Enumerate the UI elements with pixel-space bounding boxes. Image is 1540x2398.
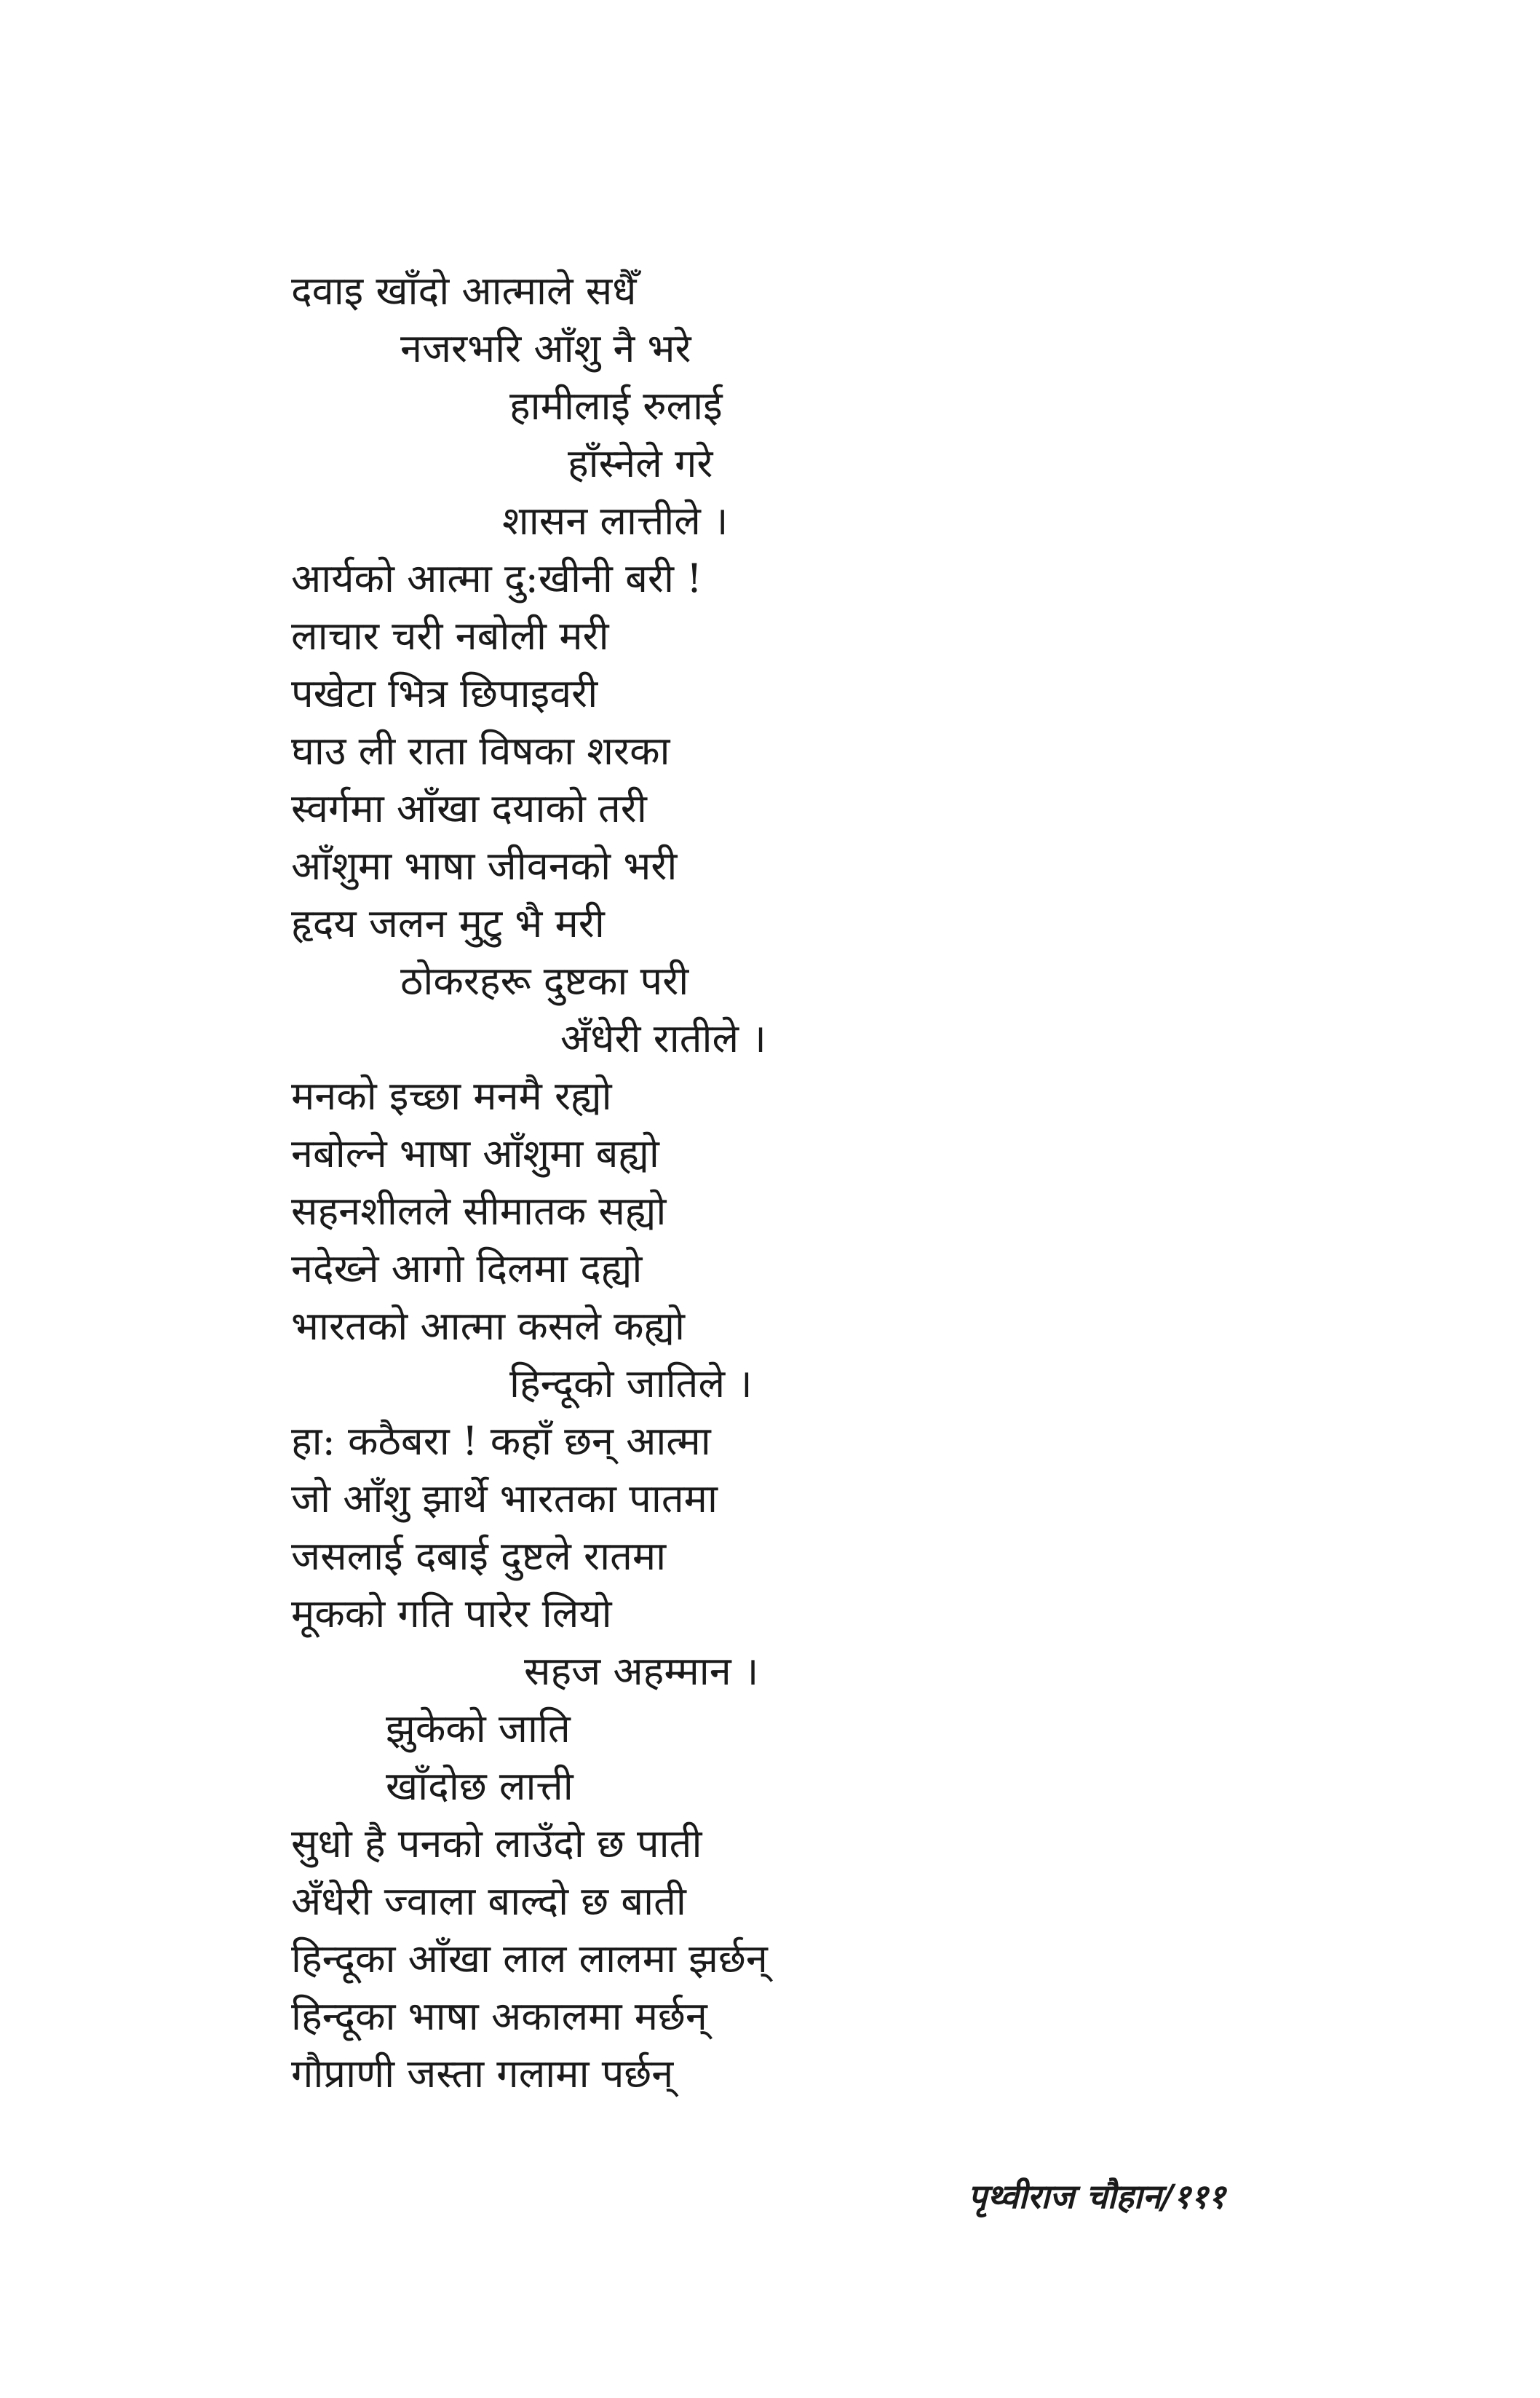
poem-line: हाँस्नेले गरे xyxy=(568,440,713,486)
poem-line: ठोकरहरू दुष्टका परी xyxy=(400,958,689,1004)
poem-line: हा: कठैबरा ! कहाँ छन् आत्मा xyxy=(291,1418,711,1464)
page-footer: पृथ्वीराज चौहान/१११ xyxy=(968,2177,1226,2216)
poem-line: सहनशीलले सीमातक सह्यो xyxy=(291,1188,667,1234)
poem-line: हिन्दूका आँखा लाल लालमा झर्छन् xyxy=(291,1936,768,1982)
poem-body xyxy=(291,262,1237,2102)
poem-line: आँशुमा भाषा जीवनको भरी xyxy=(291,843,678,889)
poem-line: अँधेरी रातीले । xyxy=(560,1016,766,1061)
poem-line: शासन लात्तीले । xyxy=(502,498,729,544)
poem-line: आर्यको आत्मा दु:खीनी बरी ! xyxy=(291,555,702,601)
poem-line: नबोल्ने भाषा आँशुमा बह्यो xyxy=(291,1131,659,1176)
poem-line: घाउ ली राता विषका शरका xyxy=(291,728,670,774)
poem-line: पखेटा भित्र छिपाइवरी xyxy=(291,670,598,716)
poem-line: हामीलाई रुलाई xyxy=(509,383,723,429)
poem-line: गौप्राणी जस्ता गलामा पर्छन् xyxy=(291,2051,674,2097)
poem-line: हिन्दूका भाषा अकालमा मर्छन् xyxy=(291,1993,707,2039)
poem-line: खाँदोछ लात्ती xyxy=(386,1763,573,1809)
poem-line: अँधेरी ज्वाला बाल्दो छ बाती xyxy=(291,1878,686,1924)
poem-line: भारतको आत्मा कसले कह्यो xyxy=(291,1303,685,1349)
poem-line: हिन्दूको जातिले । xyxy=(509,1361,753,1406)
poem-line: सहज अहम्मान । xyxy=(524,1648,759,1694)
poem-line: हृदय जलन मुटु भै मरी xyxy=(291,901,605,946)
poem-line: जो आँशु झार्थे भारतका पातमा xyxy=(291,1476,718,1521)
poem-line: नजरभरि आँशु नै भरे xyxy=(400,325,691,371)
poem-line: नदेख्ने आगो दिलमा दह्यो xyxy=(291,1246,643,1291)
poem-line: मनको इच्छा मनमै रह्यो xyxy=(291,1073,612,1119)
poem-line: दवाइ खाँदो आत्माले सधैँ xyxy=(291,268,637,314)
poem-line: जसलाई दबाई दुष्टले रातमा xyxy=(291,1533,667,1579)
poem-line: मूकको गति पारेर लियो xyxy=(291,1591,612,1637)
poem-line: सुधो है पनको लाउँदो छ पाती xyxy=(291,1821,702,1867)
poem-line: स्वर्गमा आँखा दयाको तरी xyxy=(291,786,647,831)
poem-line: लाचार चरी नबोली मरी xyxy=(291,613,609,659)
poem-line: झुकेको जाति xyxy=(386,1706,571,1752)
